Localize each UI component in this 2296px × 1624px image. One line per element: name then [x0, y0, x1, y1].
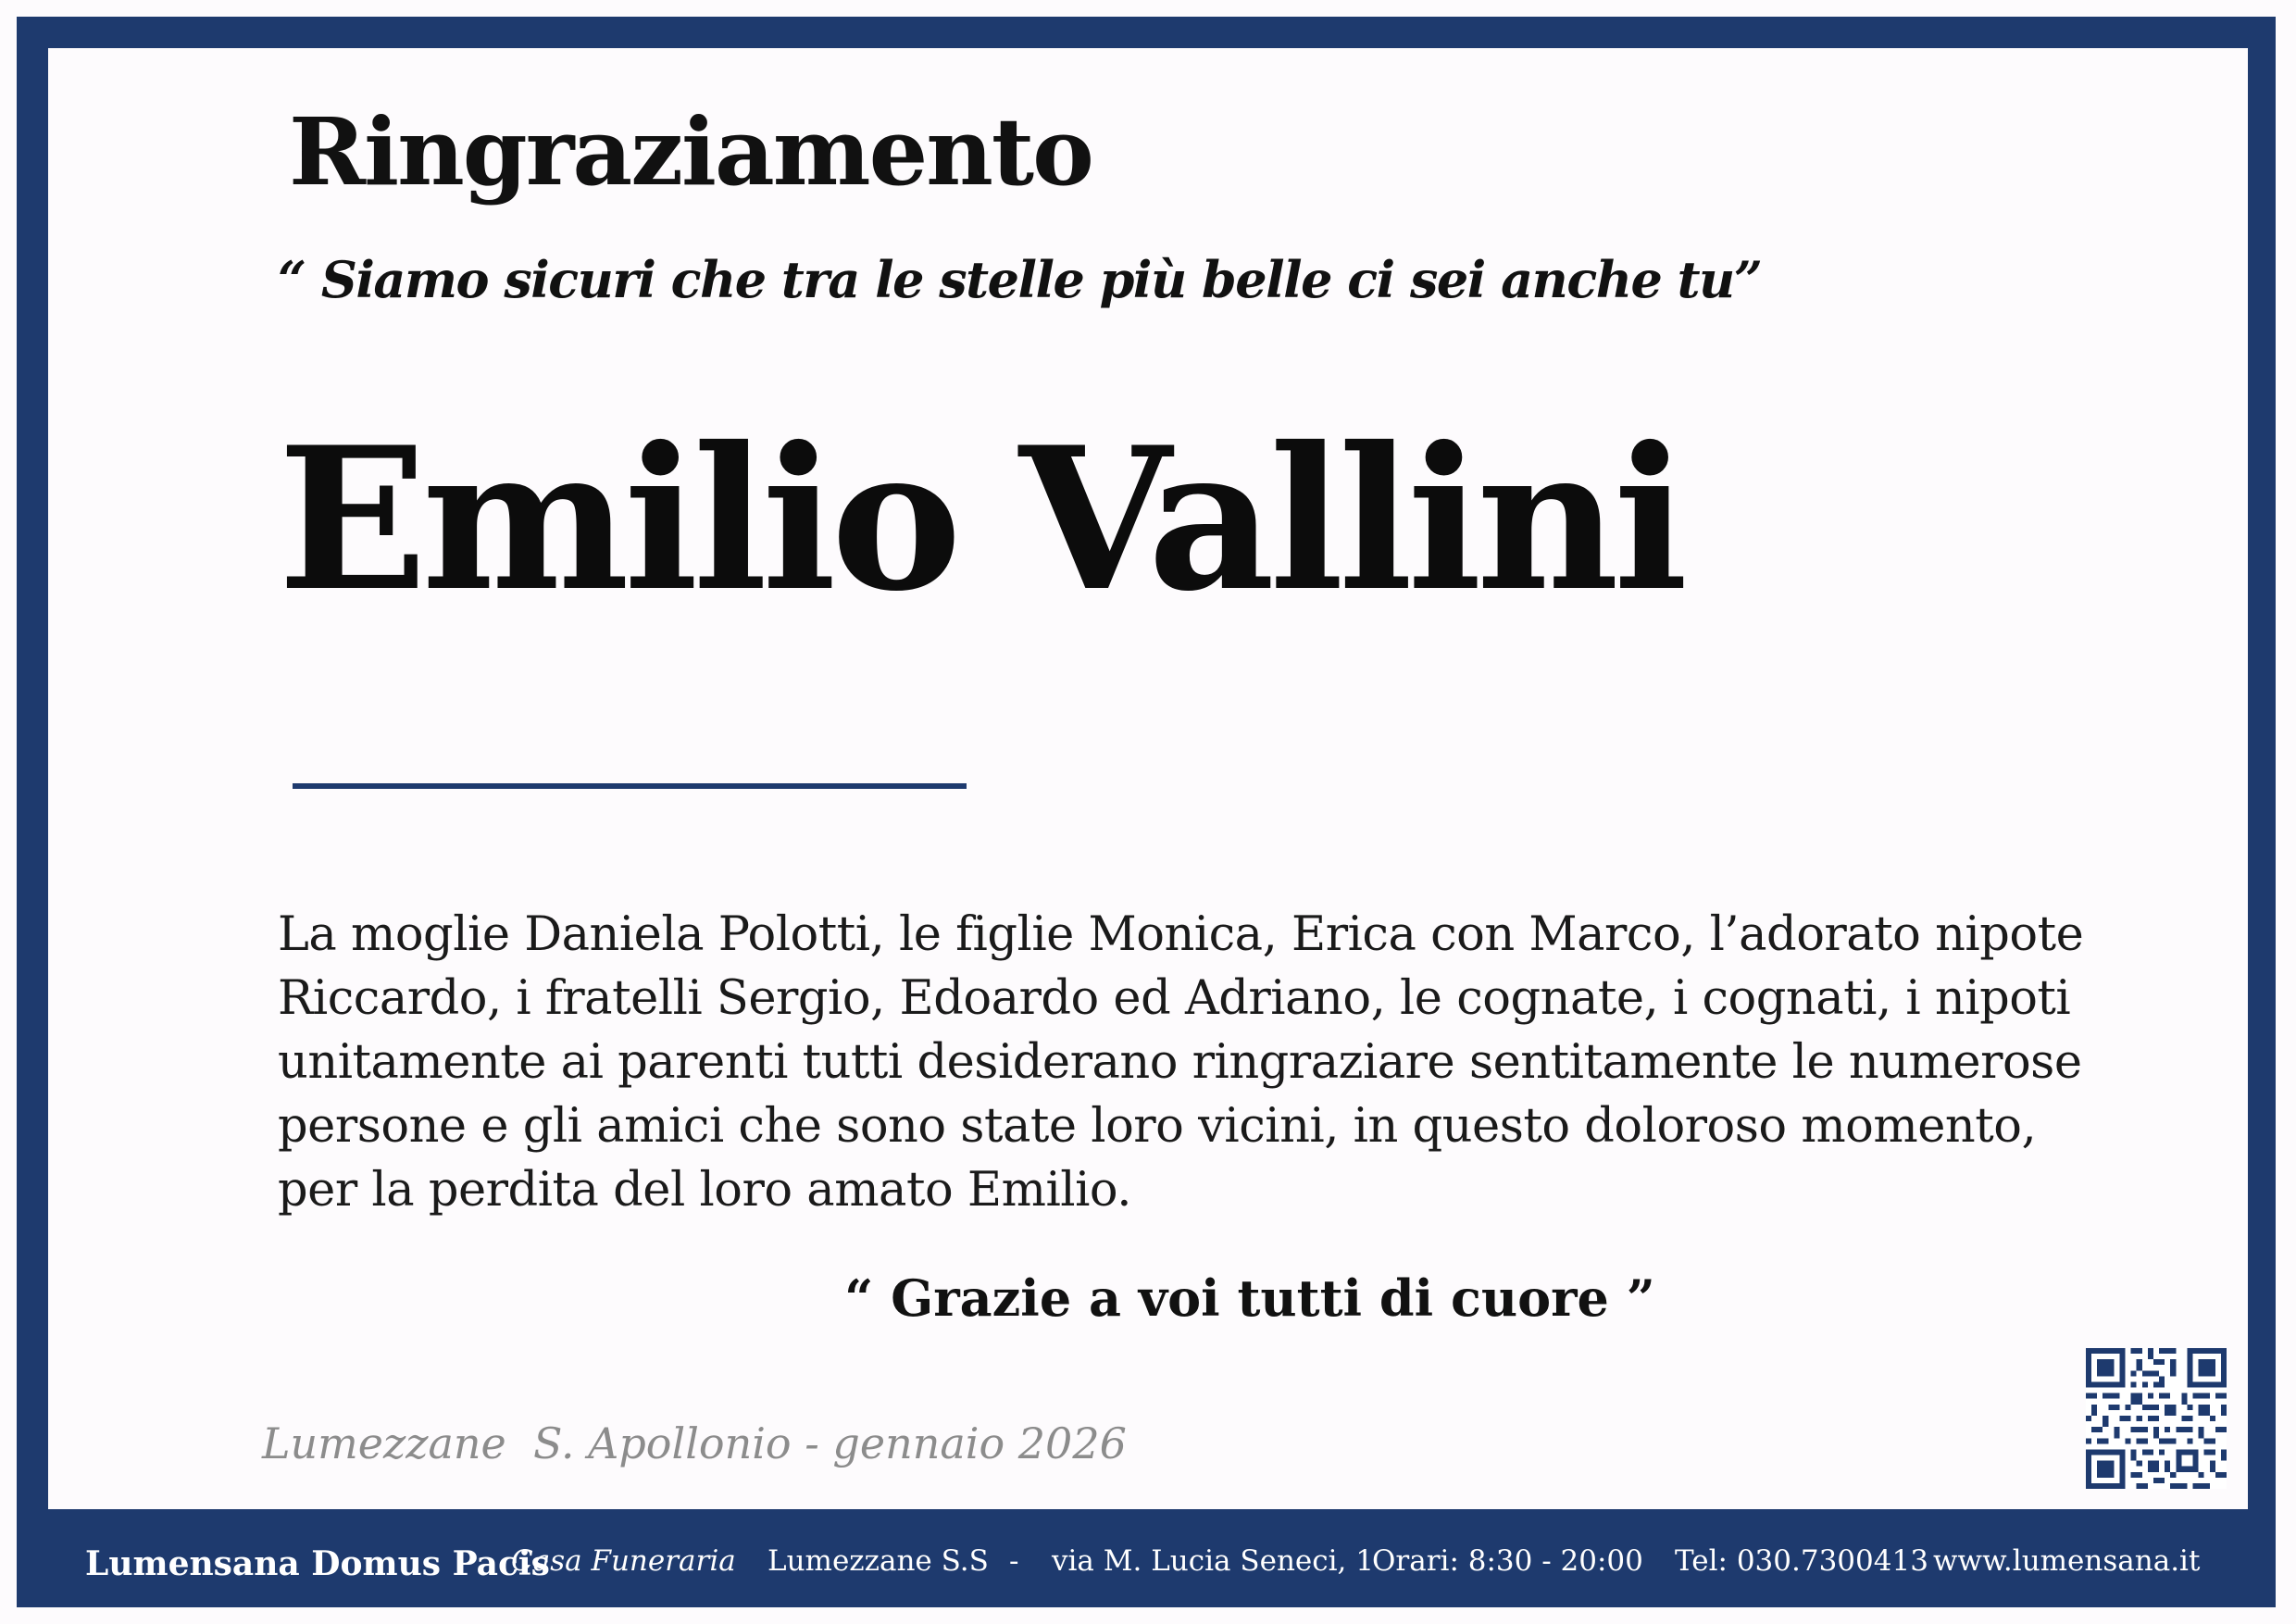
notice-body: [278, 903, 2240, 1222]
footer-phone: Tel: 030.7300413: [1675, 1544, 1928, 1578]
footer-subtitle: Casa Funeraria: [511, 1544, 736, 1578]
notice-body-line: per la perdita del loro amato Emilio.: [278, 1163, 1131, 1218]
notice-body-line: La moglie Daniela Polotti, le figlie Monica, Erica con Marco, l’adorato nipote: [278, 907, 2084, 962]
footer-city: Lumezzane S.S: [767, 1544, 989, 1578]
thanks-line: “ Grazie a voi tutti di cuore ”: [844, 1268, 1655, 1328]
footer-website: www.lumensana.it: [1933, 1544, 2201, 1578]
notice-body-line: persone e gli amici che sono state loro vicini, in questo doloroso momento,: [278, 1099, 2037, 1154]
deceased-name: Emilio Vallini: [278, 404, 1683, 634]
footer-separator: -: [1009, 1544, 1019, 1578]
notice-body-line: unitamente ai parenti tutti desiderano ringraziare sentitamente le numerose: [278, 1035, 2082, 1090]
notice-quote: “ Siamo sicuri che tra le stelle più belle ci sei anche tu”: [278, 250, 1762, 309]
notice-body-line: Riccardo, i fratelli Sergio, Edoardo ed Adriano, le cognate, i cognati, i nipoti: [278, 971, 2071, 1026]
footer-hours: Orari: 8:30 - 20:00: [1372, 1544, 1643, 1578]
place-date: Lumezzane S. Apollonio - gennaio 2026: [262, 1418, 1127, 1468]
footer-address: via M. Lucia Seneci, 1: [1052, 1544, 1374, 1578]
qr-code-icon: [2086, 1348, 2227, 1489]
footer-brand: Lumensana Domus Pacis: [85, 1544, 550, 1583]
notice-title: Ringraziamento: [289, 97, 1092, 206]
title-divider: [293, 783, 967, 789]
footer-bar: [48, 1509, 2248, 1607]
